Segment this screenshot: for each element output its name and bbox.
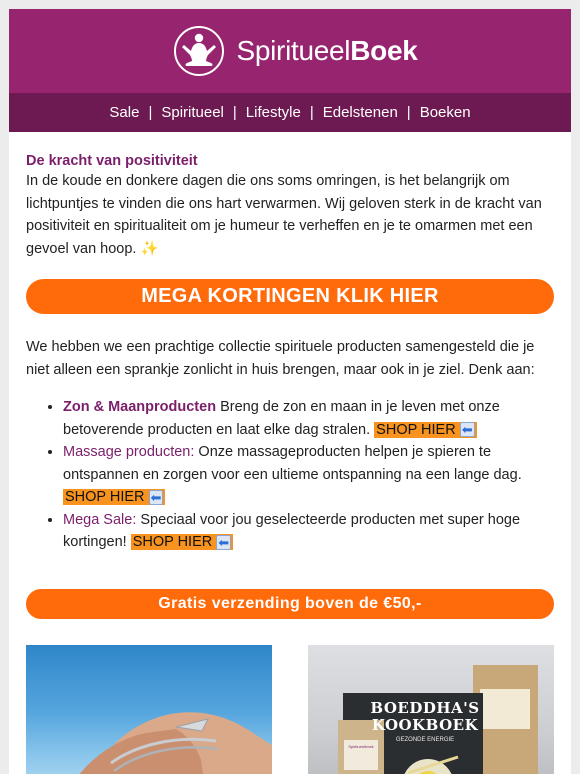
arrow-left-icon: ⬅ — [461, 422, 473, 438]
free-shipping-banner[interactable]: Gratis verzending boven de €50,- — [26, 589, 554, 619]
product-list — [26, 396, 554, 554]
shop-hier-label: SHOP HIER — [65, 489, 145, 505]
bracelet-photo-illustration — [26, 645, 272, 774]
shop-hier-label: SHOP HIER — [376, 421, 456, 438]
shop-hier-label: SHOP HIER — [132, 534, 213, 550]
email-frame — [9, 9, 571, 774]
intro-text: In de koude en donkere dagen die ons soms omringen, is het belangrijk om lichtpuntjes te vinden die ons hart verwarmen. Wij geloven sterk in de kracht van positiviteit en spiritualiteit om je humeur te verheffen en je te omarmen met een gevoel van hoop. ✨ — [26, 173, 542, 257]
list-item-desc: Speciaal voor jou geselecteerde producten met super hoge kortingen! — [63, 511, 521, 550]
nav-item-boeken[interactable]: Boeken — [419, 104, 471, 121]
list-item — [63, 509, 554, 554]
zon-maan-link[interactable]: Zon & Maanproducten — [63, 399, 217, 415]
bracelet-product-image[interactable] — [26, 645, 272, 774]
brand-logo[interactable] — [170, 25, 417, 77]
meditation-logo-icon — [170, 25, 228, 77]
collection-text: We hebben we een prachtige collectie spirituele producten samengesteld die je niet alleen een sprankje zonlicht in huis brengen, maar ook in je ziel. Denk aan: — [26, 339, 535, 378]
shop-hier-button[interactable] — [374, 422, 476, 438]
content — [9, 152, 571, 774]
list-item — [63, 396, 554, 441]
header — [9, 9, 571, 93]
nav-separator: | — [148, 104, 153, 121]
intro-title: De kracht van positiviteit — [26, 153, 198, 169]
arrow-left-icon: ⬅ — [218, 534, 230, 550]
list-item-desc: Onze massageproducten helpen je spieren te ontspannen en zorgen voor een ultieme ontspanning na een lange dag. — [63, 444, 522, 483]
bag-label: Spiritueelboek — [348, 743, 374, 749]
massage-link[interactable]: Massage producten: — [63, 444, 195, 460]
book-subtitle: GEZONDE ENERGIE — [395, 736, 455, 743]
nav-item-edelstenen[interactable]: Edelstenen — [322, 104, 398, 121]
main-nav — [9, 93, 571, 132]
mega-sale-link[interactable]: Mega Sale: — [63, 511, 137, 528]
brand-name — [236, 35, 417, 67]
nav-separator: | — [309, 104, 314, 121]
nav-item-spiritueel[interactable]: Spiritueel — [161, 104, 224, 121]
nav-item-lifestyle[interactable]: Lifestyle — [245, 104, 301, 121]
shop-hier-button[interactable] — [63, 489, 165, 505]
brand-name-bold: Boek — [350, 35, 418, 66]
kookboek-product-image[interactable] — [308, 645, 554, 774]
shop-hier-button[interactable] — [131, 534, 233, 550]
mega-kortingen-button[interactable]: MEGA KORTINGEN KLIK HIER — [26, 279, 554, 314]
nav-item-sale[interactable]: Sale — [109, 104, 140, 121]
brand-name-light: Spiritueel — [236, 35, 351, 66]
list-item — [63, 441, 554, 509]
list-item-desc: Breng de zon en maan in je leven met onze betoverende producten en laat elke dag stralen. — [63, 399, 500, 438]
book-title: BOEDDHA'S KOOKBOEK — [370, 698, 480, 734]
nav-separator: | — [406, 104, 411, 121]
product-images — [26, 645, 554, 774]
nav-separator: | — [232, 104, 237, 121]
arrow-left-icon: ⬅ — [150, 489, 162, 505]
